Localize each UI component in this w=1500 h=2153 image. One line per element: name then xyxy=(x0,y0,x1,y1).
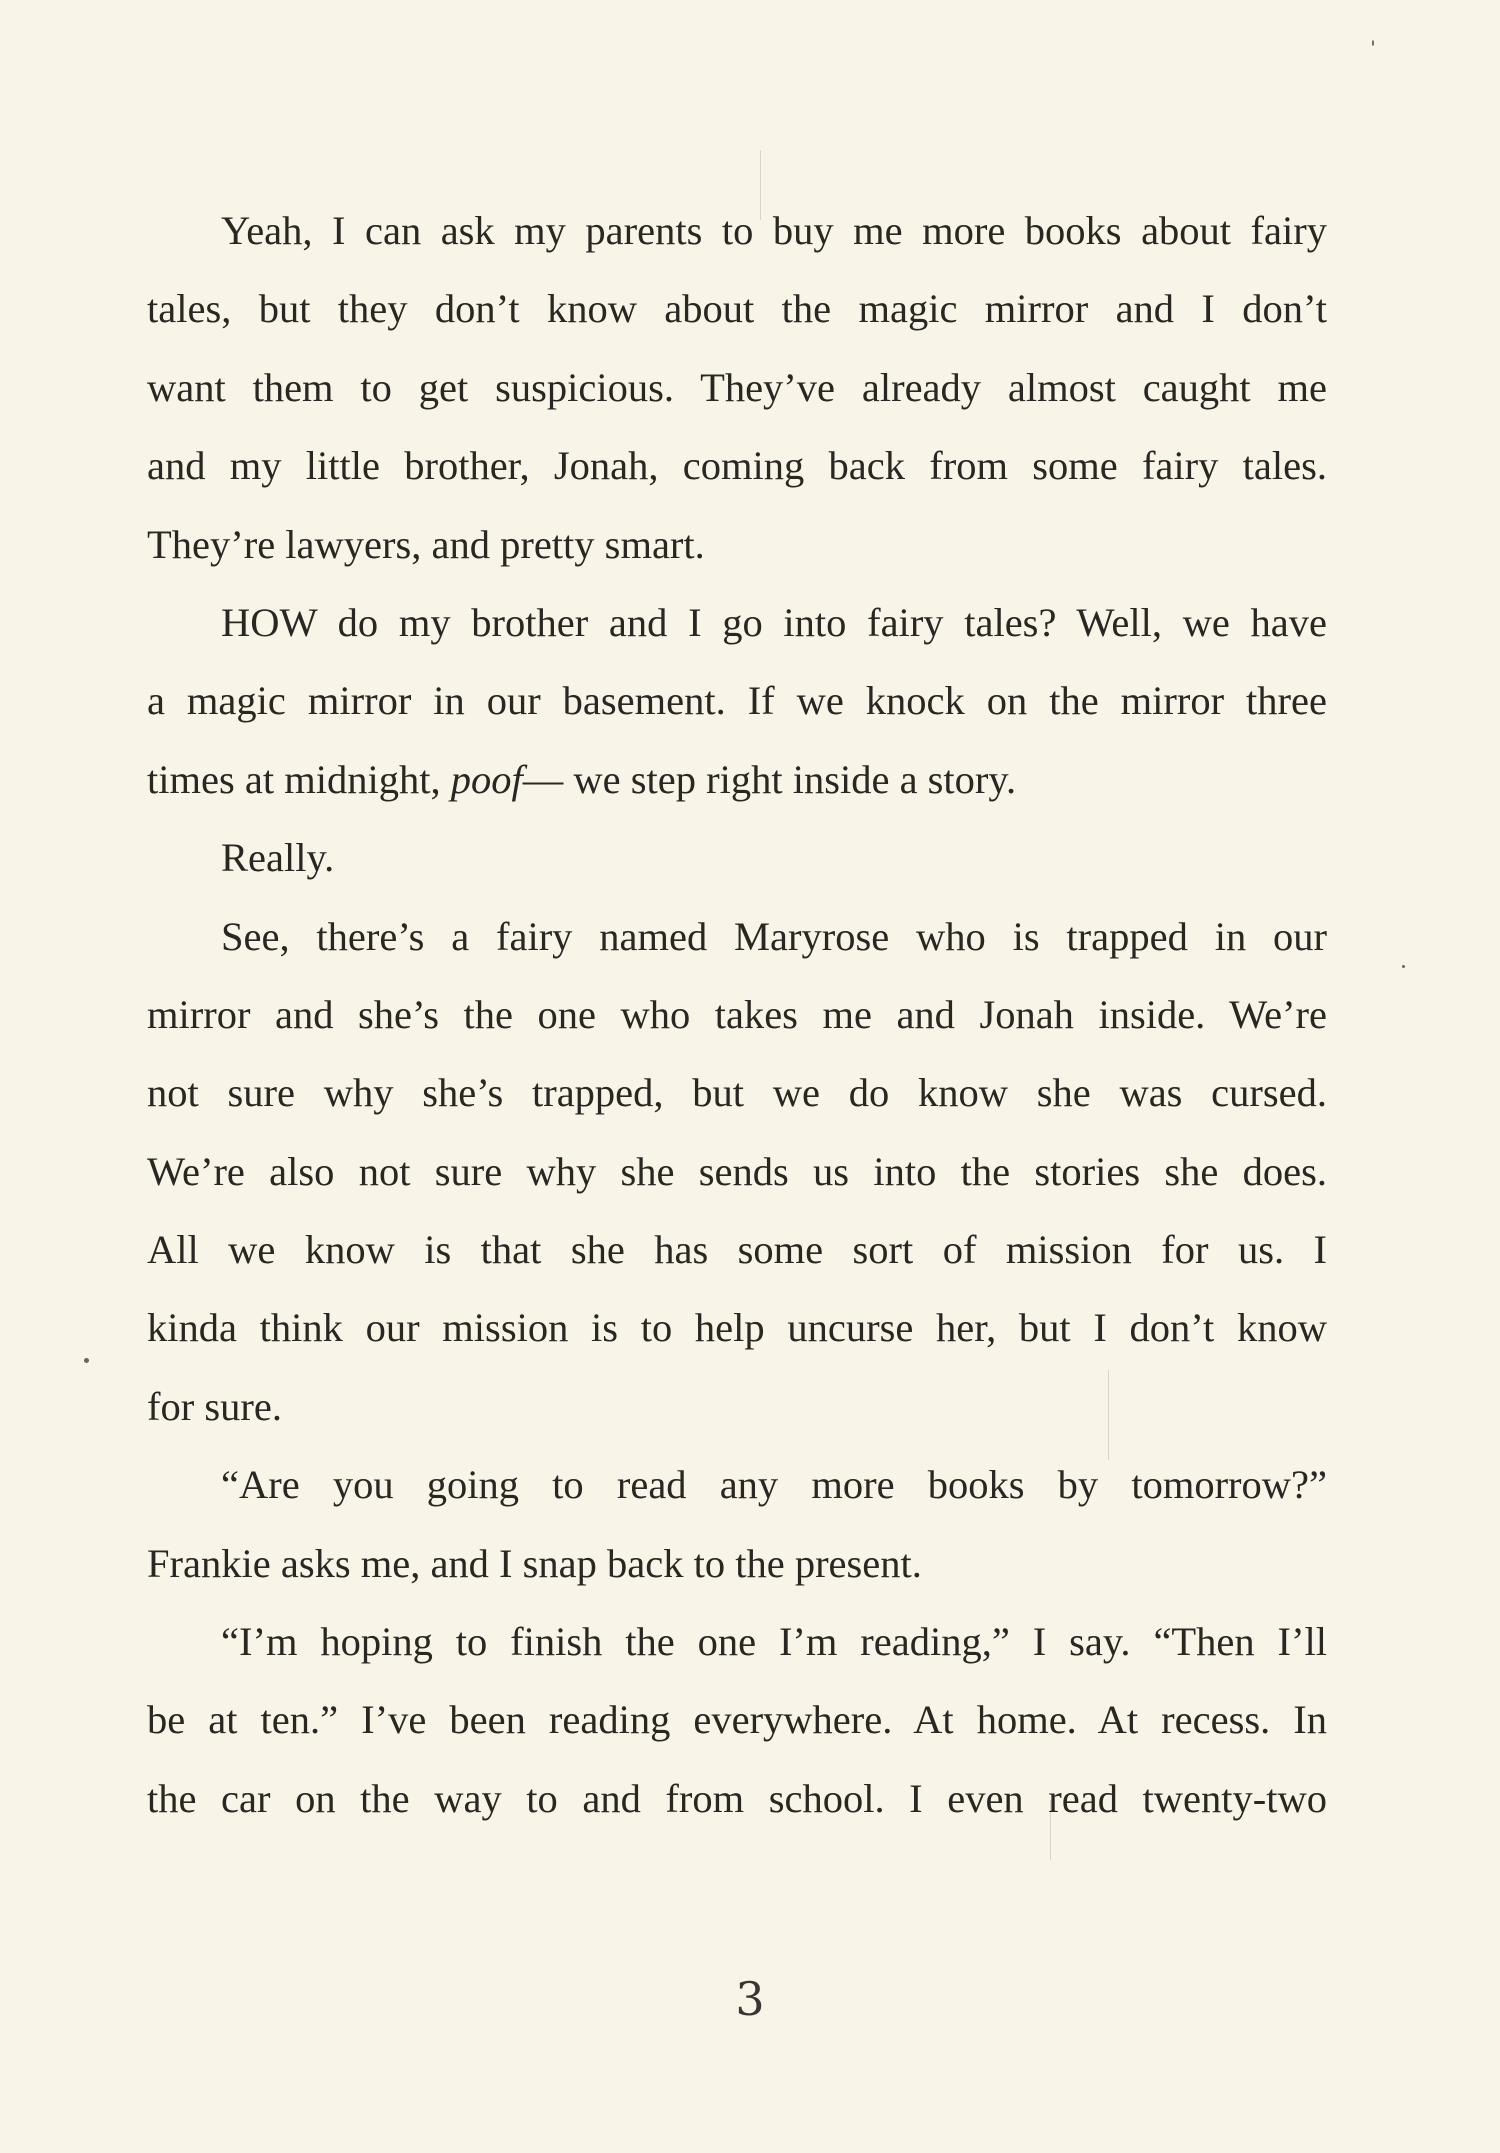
text-line xyxy=(147,741,1327,819)
text-segment: times at midnight, xyxy=(147,756,441,802)
text-line: “Are you going to read any more books by tomorrow?” xyxy=(221,1462,1327,1508)
text-line: HOW do my brother and I go into fairy tales? Well, we have xyxy=(221,599,1327,645)
text-line: a magic mirror in our basement. If we knock on the mirror three xyxy=(147,678,1327,724)
text-line: the car on the way to and from school. I even read twenty-two xyxy=(147,1775,1327,1821)
text-line: All we know is that she has some sort of mission for us. I xyxy=(147,1227,1327,1273)
text-line: want them to get suspicious. They’ve already almost caught me xyxy=(147,364,1327,410)
scan-speck xyxy=(1402,965,1405,968)
text-line: Frankie asks me, and I snap back to the present. xyxy=(147,1540,922,1586)
text-line: mirror and she’s the one who takes me and Jonah inside. We’re xyxy=(147,991,1327,1037)
text-line: kinda think our mission is to help uncurse her, but I don’t know xyxy=(147,1305,1327,1351)
scan-speck xyxy=(1372,40,1374,46)
text-line: not sure why she’s trapped, but we do know she was cursed. xyxy=(147,1070,1327,1116)
text-line: “I’m hoping to finish the one I’m reading,” I say. “Then I’ll xyxy=(221,1619,1327,1665)
italic-word: poof xyxy=(450,756,523,802)
text-segment: — we step right inside a story. xyxy=(522,756,1017,802)
scan-speck xyxy=(84,1358,89,1363)
text-line: They’re lawyers, and pretty smart. xyxy=(147,521,705,567)
text-line: Yeah, I can ask my parents to buy me more books about fairy xyxy=(221,208,1327,253)
text-line: tales, but they don’t know about the magic mirror and I don’t xyxy=(147,286,1327,332)
page-number: 3 xyxy=(735,1972,765,2026)
body-text xyxy=(147,192,1327,1838)
text-line: We’re also not sure why she sends us into the stories she does. xyxy=(147,1148,1327,1194)
text-line: and my little brother, Jonah, coming back from some fairy tales. xyxy=(147,443,1327,489)
text-line: Really. xyxy=(221,835,335,881)
text-line: be at ten.” I’ve been reading everywhere. At home. At recess. In xyxy=(147,1697,1327,1743)
text-line: See, there’s a fairy named Maryrose who is trapped in our xyxy=(221,913,1327,959)
text-line: for sure. xyxy=(147,1383,282,1429)
